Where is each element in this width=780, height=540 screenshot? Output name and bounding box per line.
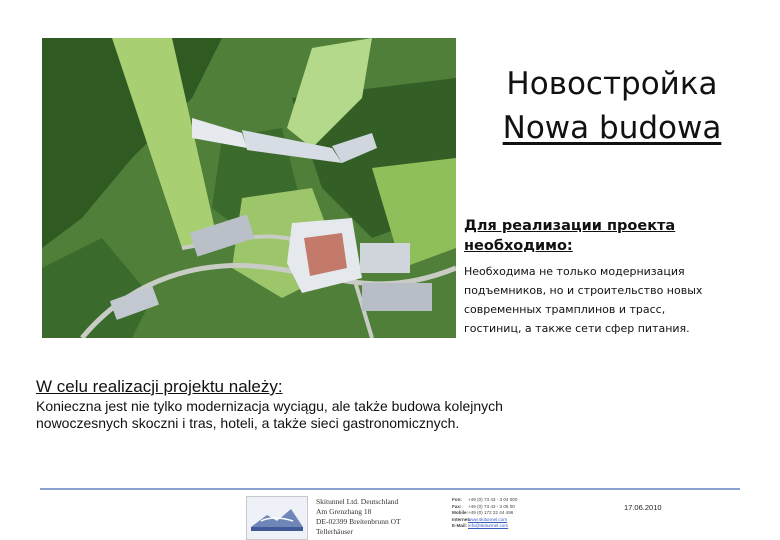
company-address-line: Am Grenzhang 18 — [316, 507, 372, 516]
company-address-line: Skitunnel Ltd. Deutschland — [316, 497, 399, 506]
polish-body-line: nowoczesnych skoczni i tras, hoteli, a także sieci gastronomicznych. — [36, 415, 460, 431]
website-link[interactable]: www.skitunnel.com — [468, 516, 508, 522]
russian-body-line: современных трамплинов и трасс, — [464, 303, 666, 316]
contact-value: +49 (0) 73 43 - 3 04 000 — [468, 497, 518, 502]
company-address-line: DE-02399 Breitenbrunn OT — [316, 517, 401, 526]
contact-value: +49 (0) 73 43 - 3 05 00 — [468, 503, 515, 509]
contact-label: Fax: — [452, 503, 462, 509]
footer-divider — [40, 488, 740, 490]
russian-section-body — [464, 262, 764, 338]
contact-label: E-Mail: — [452, 523, 468, 529]
russian-heading-line: необходимо: — [464, 238, 573, 254]
contact-row-phone — [452, 497, 572, 504]
slide-title — [462, 62, 762, 150]
slide-title-russian: Новостройка — [506, 66, 718, 102]
polish-section-heading: W celu realizacji projektu należy: — [36, 377, 283, 396]
russian-body-line: подъемников, но и строительство новых — [464, 284, 703, 297]
russian-section-heading — [464, 216, 764, 256]
contact-row-email — [452, 523, 572, 530]
email-link[interactable]: info@skitunnel.com — [468, 523, 509, 529]
russian-heading-line: Для реализации проекта — [464, 218, 676, 234]
russian-body-line: гостиниц, а также сети сфер питания. — [464, 322, 690, 335]
polish-body-line: Konieczna jest nie tylko modernizacja wyciągu, ale także budowa kolejnych — [36, 398, 503, 414]
russian-body-line: Необходима не только модернизация — [464, 265, 685, 278]
contact-row-fax — [452, 504, 572, 511]
company-contacts — [452, 497, 572, 530]
company-logo-image — [246, 496, 308, 540]
contact-value: +49 (0) 172 32 44 496 — [468, 510, 514, 516]
slide-title-polish: Nowa budowa — [502, 110, 722, 146]
contact-row-internet — [452, 517, 572, 524]
contact-label: Internet: — [452, 516, 471, 522]
aerial-rendering-image — [42, 38, 456, 338]
polish-section-body — [36, 398, 656, 432]
company-address-line: Tellerhäuser — [316, 527, 353, 536]
contact-row-mobile — [452, 510, 572, 517]
contact-label: Fon: — [452, 497, 462, 502]
company-address — [316, 497, 436, 537]
contact-label: Mobile: — [452, 510, 469, 516]
footer-date: 17.06.2010 — [624, 503, 662, 512]
